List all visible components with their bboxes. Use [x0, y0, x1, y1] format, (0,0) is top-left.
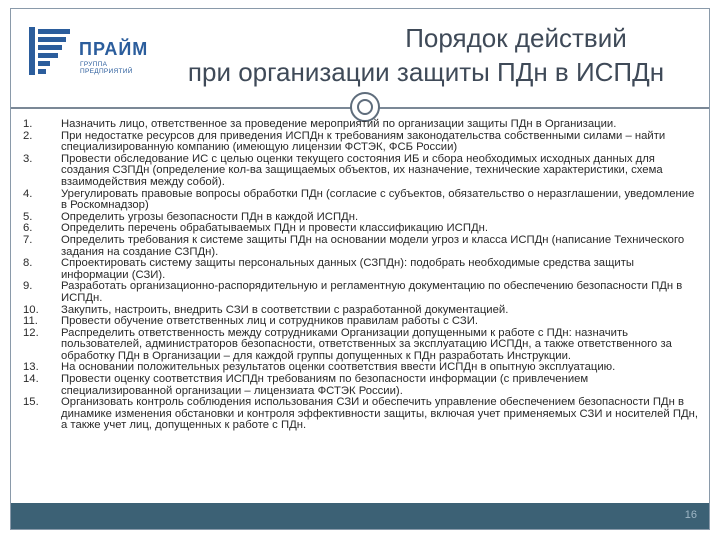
list-item	[11, 131, 701, 154]
slide	[10, 8, 710, 530]
item-number: 14.	[23, 373, 39, 386]
item-number: 7.	[23, 233, 33, 246]
item-number: 5.	[23, 210, 33, 223]
action-list	[11, 119, 701, 432]
item-text: Закупить, настроить, внедрить СЗИ в соответствии с разработанной документацией.	[61, 303, 509, 316]
item-number: 1.	[23, 118, 33, 130]
item-text: Определить угрозы безопасности ПДн в каждой ИСПДн.	[61, 210, 359, 223]
company-logo	[27, 25, 157, 81]
item-text: На основании положительных результатов оценки соответствия ввести ИСПДн в опытную эксплуатацию.	[61, 361, 616, 374]
item-number: 11.	[23, 315, 38, 328]
list-item	[11, 258, 701, 281]
list-item	[11, 154, 701, 189]
slide-header	[11, 9, 709, 101]
item-number: 6.	[23, 222, 33, 235]
item-number: 9.	[23, 280, 33, 293]
item-number: 3.	[23, 152, 33, 165]
footer-bar	[11, 503, 709, 529]
logo-subtitle: ГРУППА ПРЕДПРИЯТИЙ	[80, 61, 133, 75]
list-item	[11, 397, 701, 432]
item-number: 8.	[23, 257, 33, 270]
ring-inner	[357, 99, 373, 115]
list-item	[11, 235, 701, 258]
item-number: 15.	[23, 396, 39, 409]
item-text: Провести оценку соответствия ИСПДн требованиям по безопасности информации (с привлечением специализированной организации – лицензиата ФСТЭК России).	[61, 373, 589, 397]
item-text: Провести обучение ответственных лиц и сотрудников правилам работы с СЗИ.	[61, 315, 478, 328]
item-text: Распределить ответственность между сотрудниками Организации допущенными к работе с ПДн: назначить пользователей, администраторов безопасности, ответственных за эксплуатацию ИСПДн, а также ответственного за обработку ПДн в Организации – для каждой группы допущенных к ПДн разработать Инструкции.	[61, 326, 672, 362]
item-number: 4.	[23, 187, 33, 200]
item-text: Провести обследование ИС с целью оценки текущего состояния ИБ и сбора необходимых исходных данных для создания СЗПДн (определение кол-ва защищаемых объектов, их назначение, технические характеристики, схема взаимодействия между собой).	[61, 152, 663, 188]
item-number: 13.	[23, 361, 39, 374]
title-line-1: Порядок действий	[405, 23, 627, 53]
item-text: Организовать контроль соблюдения использования СЗИ и обеспечить управление обеспечением безопасности ПДн в динамике изменения обстановки и контроля эффективности защиты, включая учет применяемых СЗИ и носителей ПДн, а также учет лиц, допущенных к работе с ПДн.	[61, 396, 698, 432]
item-text: Спроектировать систему защиты персональных данных (СЗПДн): подобрать необходимые средства защиты информации (СЗИ).	[61, 257, 634, 281]
item-text: Разработать организационно-распорядительную и регламентную документацию по обеспечению безопасности ПДн в ИСПДн.	[61, 280, 683, 304]
list-item	[11, 189, 701, 212]
title-line-2: при организации защиты ПДн в ИСПДн	[187, 57, 665, 87]
item-number: 10.	[23, 303, 39, 316]
list-item	[11, 374, 701, 397]
item-number: 12.	[23, 326, 39, 339]
page-number: 16	[684, 509, 697, 521]
item-text: Определить перечень обрабатываемых ПДн и провести классификацию ИСПДн.	[61, 222, 488, 235]
item-text: Урегулировать правовые вопросы обработки ПДн (согласие с субъектов, обязательство о неразглашении, уведомление в Роскомнадзор)	[61, 187, 695, 212]
item-text: Назначить лицо, ответственное за проведение мероприятий по организации защиты ПДн в Организации.	[61, 118, 617, 130]
item-number: 2.	[23, 129, 33, 142]
item-text: При недостатке ресурсов для приведения ИСПДн к требованиям законодательства собственными силами – найти специализированную компанию (имеющую лицензии ФСТЭК, ФСБ России)	[61, 129, 666, 154]
list-item	[11, 328, 701, 363]
list-item	[11, 281, 701, 304]
slide-title	[161, 21, 691, 89]
logo-mark-icon	[27, 25, 75, 77]
item-text: Определить требования к системе защиты ПДн на основании модели угроз и класса ИСПДн (написание Технического задания на создание СЗПДн).	[61, 233, 685, 258]
logo-name: ПРАЙМ	[79, 39, 149, 59]
